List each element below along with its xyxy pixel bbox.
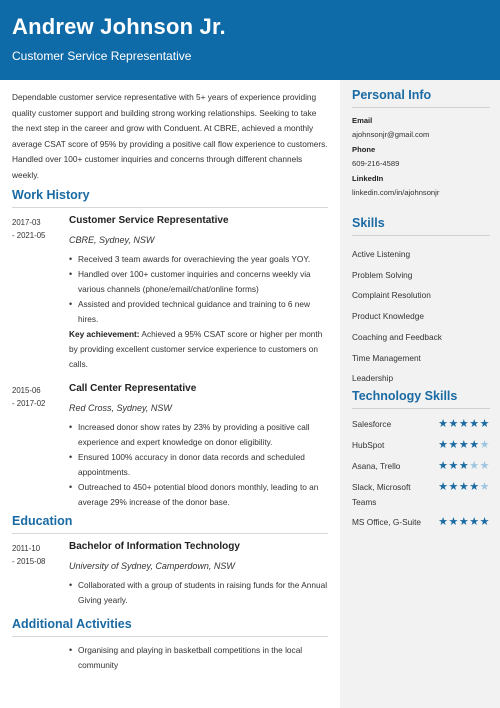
skills-section (352, 216, 490, 389)
personal-info-title: Personal Info (352, 88, 490, 108)
bullet-list (69, 578, 328, 608)
list-item: • Organising and playing in basketball competitions in the local community (69, 643, 328, 673)
star-filled-icon: ★ (469, 516, 480, 528)
list-item: • Collaborated with a group of students in raising funds for the Annual Giving yearly. (69, 578, 328, 608)
bullet-list (69, 420, 328, 510)
work-entry (12, 382, 328, 510)
tech-skill-name: HubSpot (352, 440, 385, 450)
email-value[interactable]: ajohnsonjr@gmail.com (352, 130, 430, 139)
job-org: Red Cross, Sydney, NSW (69, 403, 172, 413)
job-title: Call Center Representative (69, 383, 197, 394)
work-history-title: Work History (12, 188, 328, 208)
sidebar (340, 80, 500, 708)
resume-header (0, 0, 500, 80)
star-filled-icon: ★ (469, 481, 480, 493)
candidate-role: Customer Service Representative (12, 49, 192, 63)
skill-item: Coaching and Feedback (352, 331, 442, 342)
star-filled-icon: ★ (458, 439, 470, 451)
skill-item: Product Knowledge (352, 311, 424, 322)
tech-skill-row (352, 417, 490, 438)
additional-activities-title: Additional Activities (12, 617, 328, 637)
job-title: Customer Service Representative (69, 215, 229, 226)
star-filled-icon: ★ (458, 481, 470, 493)
star-filled-icon: ★ (438, 460, 449, 472)
additional-activities-section (12, 617, 328, 673)
date-end: - 2015-08 (12, 557, 46, 566)
key-achievement-text: Achieved a 95% CSAT score or higher per month by providing excellent customer service experience to customers on calls. (69, 329, 323, 369)
job-org: CBRE, Sydney, NSW (69, 235, 155, 245)
education-section (12, 514, 328, 608)
star-empty-icon: ★ (479, 481, 490, 493)
personal-info-section (352, 88, 490, 203)
tech-skill-name: Salesforce (352, 419, 392, 429)
email-label: Email (352, 116, 373, 125)
tech-skill-row (352, 459, 490, 478)
star-empty-icon: ★ (469, 460, 480, 472)
star-filled-icon: ★ (438, 418, 449, 430)
phone-label: Phone (352, 145, 376, 154)
work-entry (12, 214, 328, 372)
main-column (12, 80, 328, 670)
star-filled-icon: ★ (458, 418, 470, 430)
summary-text: Dependable customer service representative with 5+ years of experience providing quality customer support and building strong working relationships. Seeking to take the next step in the career and grow with Conduent. At CBRE, achieved a monthly average CSAT score of 95% by providing a positive call flow experience to customers. Handled over 100+ customer inquiries and concerns through different channels weekly. (12, 92, 328, 180)
star-empty-icon: ★ (479, 460, 490, 472)
star-filled-icon: ★ (448, 481, 459, 493)
tech-skill-name: Slack, Microsoft Teams (352, 482, 411, 507)
entry-dates (12, 384, 62, 410)
skill-item: Leadership (352, 373, 394, 384)
list-item: • Outreached to 450+ potential blood donors monthly, leading to an average 29% increase of the donor base. (69, 480, 328, 510)
star-filled-icon: ★ (438, 481, 449, 493)
skill-item: Problem Solving (352, 269, 413, 280)
school-name: University of Sydney, Camperdown, NSW (69, 561, 235, 571)
rating-stars (438, 439, 490, 451)
bullet-list (69, 252, 328, 327)
star-filled-icon: ★ (448, 516, 459, 528)
rating-stars (438, 418, 490, 430)
star-filled-icon: ★ (448, 460, 459, 472)
tech-skill-row (352, 515, 490, 535)
bullet-list (69, 643, 328, 673)
tech-skill-row (352, 478, 490, 515)
degree-title: Bachelor of Information Technology (69, 541, 240, 552)
work-history-section (12, 188, 328, 510)
education-title: Education (12, 514, 328, 534)
date-end: - 2021-05 (12, 231, 46, 240)
tech-skill-name: MS Office, G-Suite (352, 517, 422, 527)
star-filled-icon: ★ (479, 418, 490, 430)
list-item: • Ensured 100% accuracy in donor data records and scheduled appointments. (69, 450, 328, 480)
entry-dates (12, 216, 62, 242)
list-item: • Received 3 team awards for overachieving the year goals YOY. (69, 252, 328, 267)
entry-dates (12, 542, 62, 568)
date-start: 2017-03 (12, 218, 41, 227)
star-filled-icon: ★ (469, 418, 480, 430)
candidate-name: Andrew Johnson Jr. (12, 14, 226, 39)
education-entry (12, 540, 328, 608)
rating-stars (438, 481, 490, 493)
star-empty-icon: ★ (479, 439, 490, 451)
tech-skill-row (352, 438, 490, 459)
linkedin-value[interactable]: linkedin.com/in/ajohnsonjr (352, 188, 440, 197)
star-filled-icon: ★ (458, 516, 470, 528)
linkedin-label: LinkedIn (352, 174, 384, 183)
rating-stars (438, 516, 490, 528)
date-end: - 2017-02 (12, 399, 46, 408)
key-achievement-label: Key achievement: (69, 329, 140, 339)
list-item: • Increased donor show rates by 23% by providing a positive call experience and expert knowledge on donor eligibility. (69, 420, 328, 450)
activities-entry (12, 643, 328, 673)
skill-item: Complaint Resolution (352, 290, 431, 301)
star-filled-icon: ★ (469, 439, 480, 451)
tech-skill-name: Asana, Trello (352, 461, 401, 471)
star-filled-icon: ★ (438, 516, 449, 528)
skill-item: Time Management (352, 352, 421, 363)
star-filled-icon: ★ (458, 460, 470, 472)
list-item: • Handled over 100+ customer inquiries and concerns weekly via various channels (phone/email/chat/online forms) (69, 267, 328, 297)
tech-skills-section (352, 389, 490, 535)
skill-item: Active Listening (352, 249, 411, 259)
date-start: 2015-06 (12, 386, 41, 395)
star-filled-icon: ★ (438, 439, 449, 451)
tech-skills-title: Technology Skills (352, 389, 490, 409)
key-achievement (69, 327, 328, 372)
star-filled-icon: ★ (448, 439, 459, 451)
list-item: • Assisted and provided technical guidance and training to 6 new hires. (69, 297, 328, 327)
date-start: 2011-10 (12, 544, 41, 553)
phone-value[interactable]: 609-216-4589 (352, 159, 400, 168)
skills-title: Skills (352, 216, 490, 236)
star-filled-icon: ★ (479, 516, 490, 528)
rating-stars (438, 460, 490, 472)
star-filled-icon: ★ (448, 418, 459, 430)
